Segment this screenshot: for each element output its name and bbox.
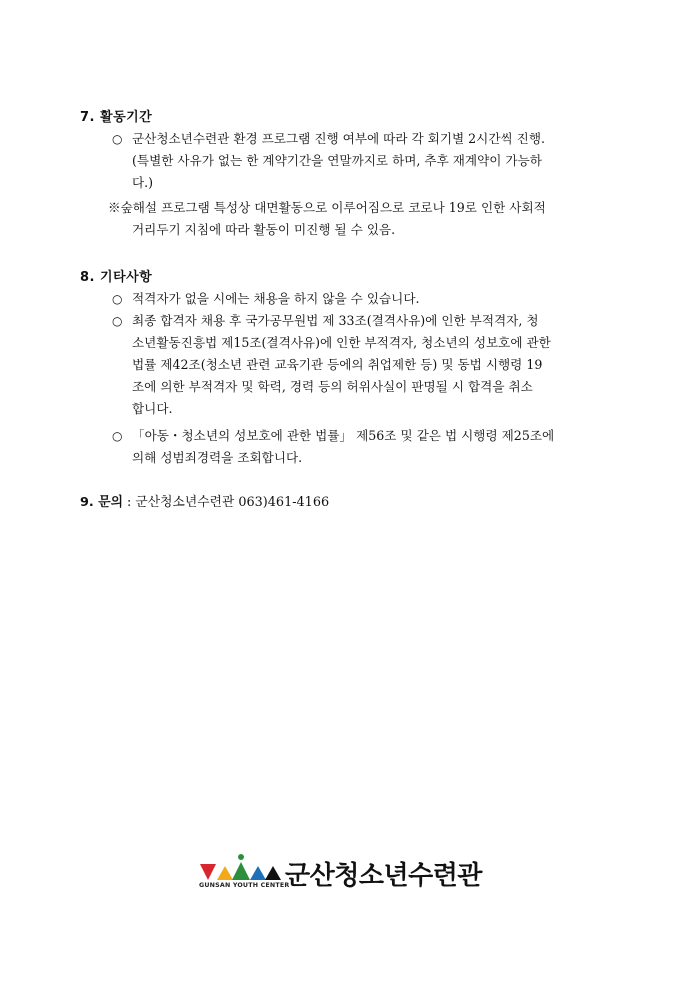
gunsan-youth-center-logo xyxy=(199,852,504,896)
section-9-contact xyxy=(80,492,329,514)
text-line: 최종 합격자 채용 후 국가공무원법 제 33조(결격사유)에 인한 부적격자, 청 xyxy=(132,313,539,328)
text-line: (특별한 사유가 없는 한 계약기간을 연말까지로 하며, 추후 재계약이 가능하 xyxy=(132,153,542,168)
text-line: 군산청소년수련관 환경 프로그램 진행 여부에 따라 각 회기별 2시간씩 진행. xyxy=(132,131,546,146)
text-line: 의해 성범죄경력을 조회합니다. xyxy=(132,450,303,465)
text-line: 법률 제42조(청소년 관련 교육기관 등에의 취업제한 등) 및 동법 시행령 19 xyxy=(132,357,543,372)
logo-triangle-black xyxy=(265,866,281,880)
text-line: 소년활동진흥법 제15조(결격사유)에 인한 부적격자, 청소년의 성보호에 관한 xyxy=(132,335,551,350)
note-line: ※숲해설 프로그램 특성상 대면활동으로 이루어짐으로 코로나 19로 인한 사회적 xyxy=(108,200,546,215)
section-8-heading: 8. 기타사항 xyxy=(80,270,153,285)
contact-text: : 군산청소년수련관 063)461-4166 xyxy=(122,495,330,510)
section-8-item-1 xyxy=(132,288,632,310)
logo-dot-green xyxy=(238,854,244,860)
logo-mark-icon xyxy=(199,852,283,882)
text-line: 적격자가 없을 시에는 채용을 하지 않을 수 있습니다. xyxy=(132,291,420,306)
contact-label: 9. 문의 xyxy=(80,495,123,510)
text-line: 「아동・청소년의 성보호에 관한 법률」 제56조 및 같은 법 시행령 제25조에 xyxy=(132,428,555,443)
logo-subtitle: GUNSAN YOUTH CENTER xyxy=(199,882,290,889)
text-line: 조에 의한 부적격자 및 학력, 경력 등의 허위사실이 판명될 시 합격을 취소 xyxy=(132,379,533,394)
section-8-item-2 xyxy=(132,310,632,420)
logo-triangle-red xyxy=(200,864,216,880)
logo-name: 군산청소년수련관 xyxy=(285,861,482,891)
note-line: 거리두기 지침에 따라 활동이 미진행 될 수 있음. xyxy=(132,222,396,237)
bullet-icon: ○ xyxy=(112,314,123,328)
bullet-icon: ○ xyxy=(112,429,123,443)
logo-triangle-green xyxy=(232,862,250,880)
section-8-item-3 xyxy=(132,425,632,469)
bullet-icon: ○ xyxy=(112,132,123,146)
text-line: 합니다. xyxy=(132,401,173,416)
logo-triangle-orange xyxy=(217,866,233,880)
section-7-heading: 7. 활동기간 xyxy=(80,110,153,125)
logo-triangle-blue xyxy=(250,866,266,880)
bullet-icon: ○ xyxy=(112,292,123,306)
section-7-note xyxy=(108,197,633,241)
text-line: 다.) xyxy=(132,175,154,190)
section-7-item xyxy=(132,128,632,194)
